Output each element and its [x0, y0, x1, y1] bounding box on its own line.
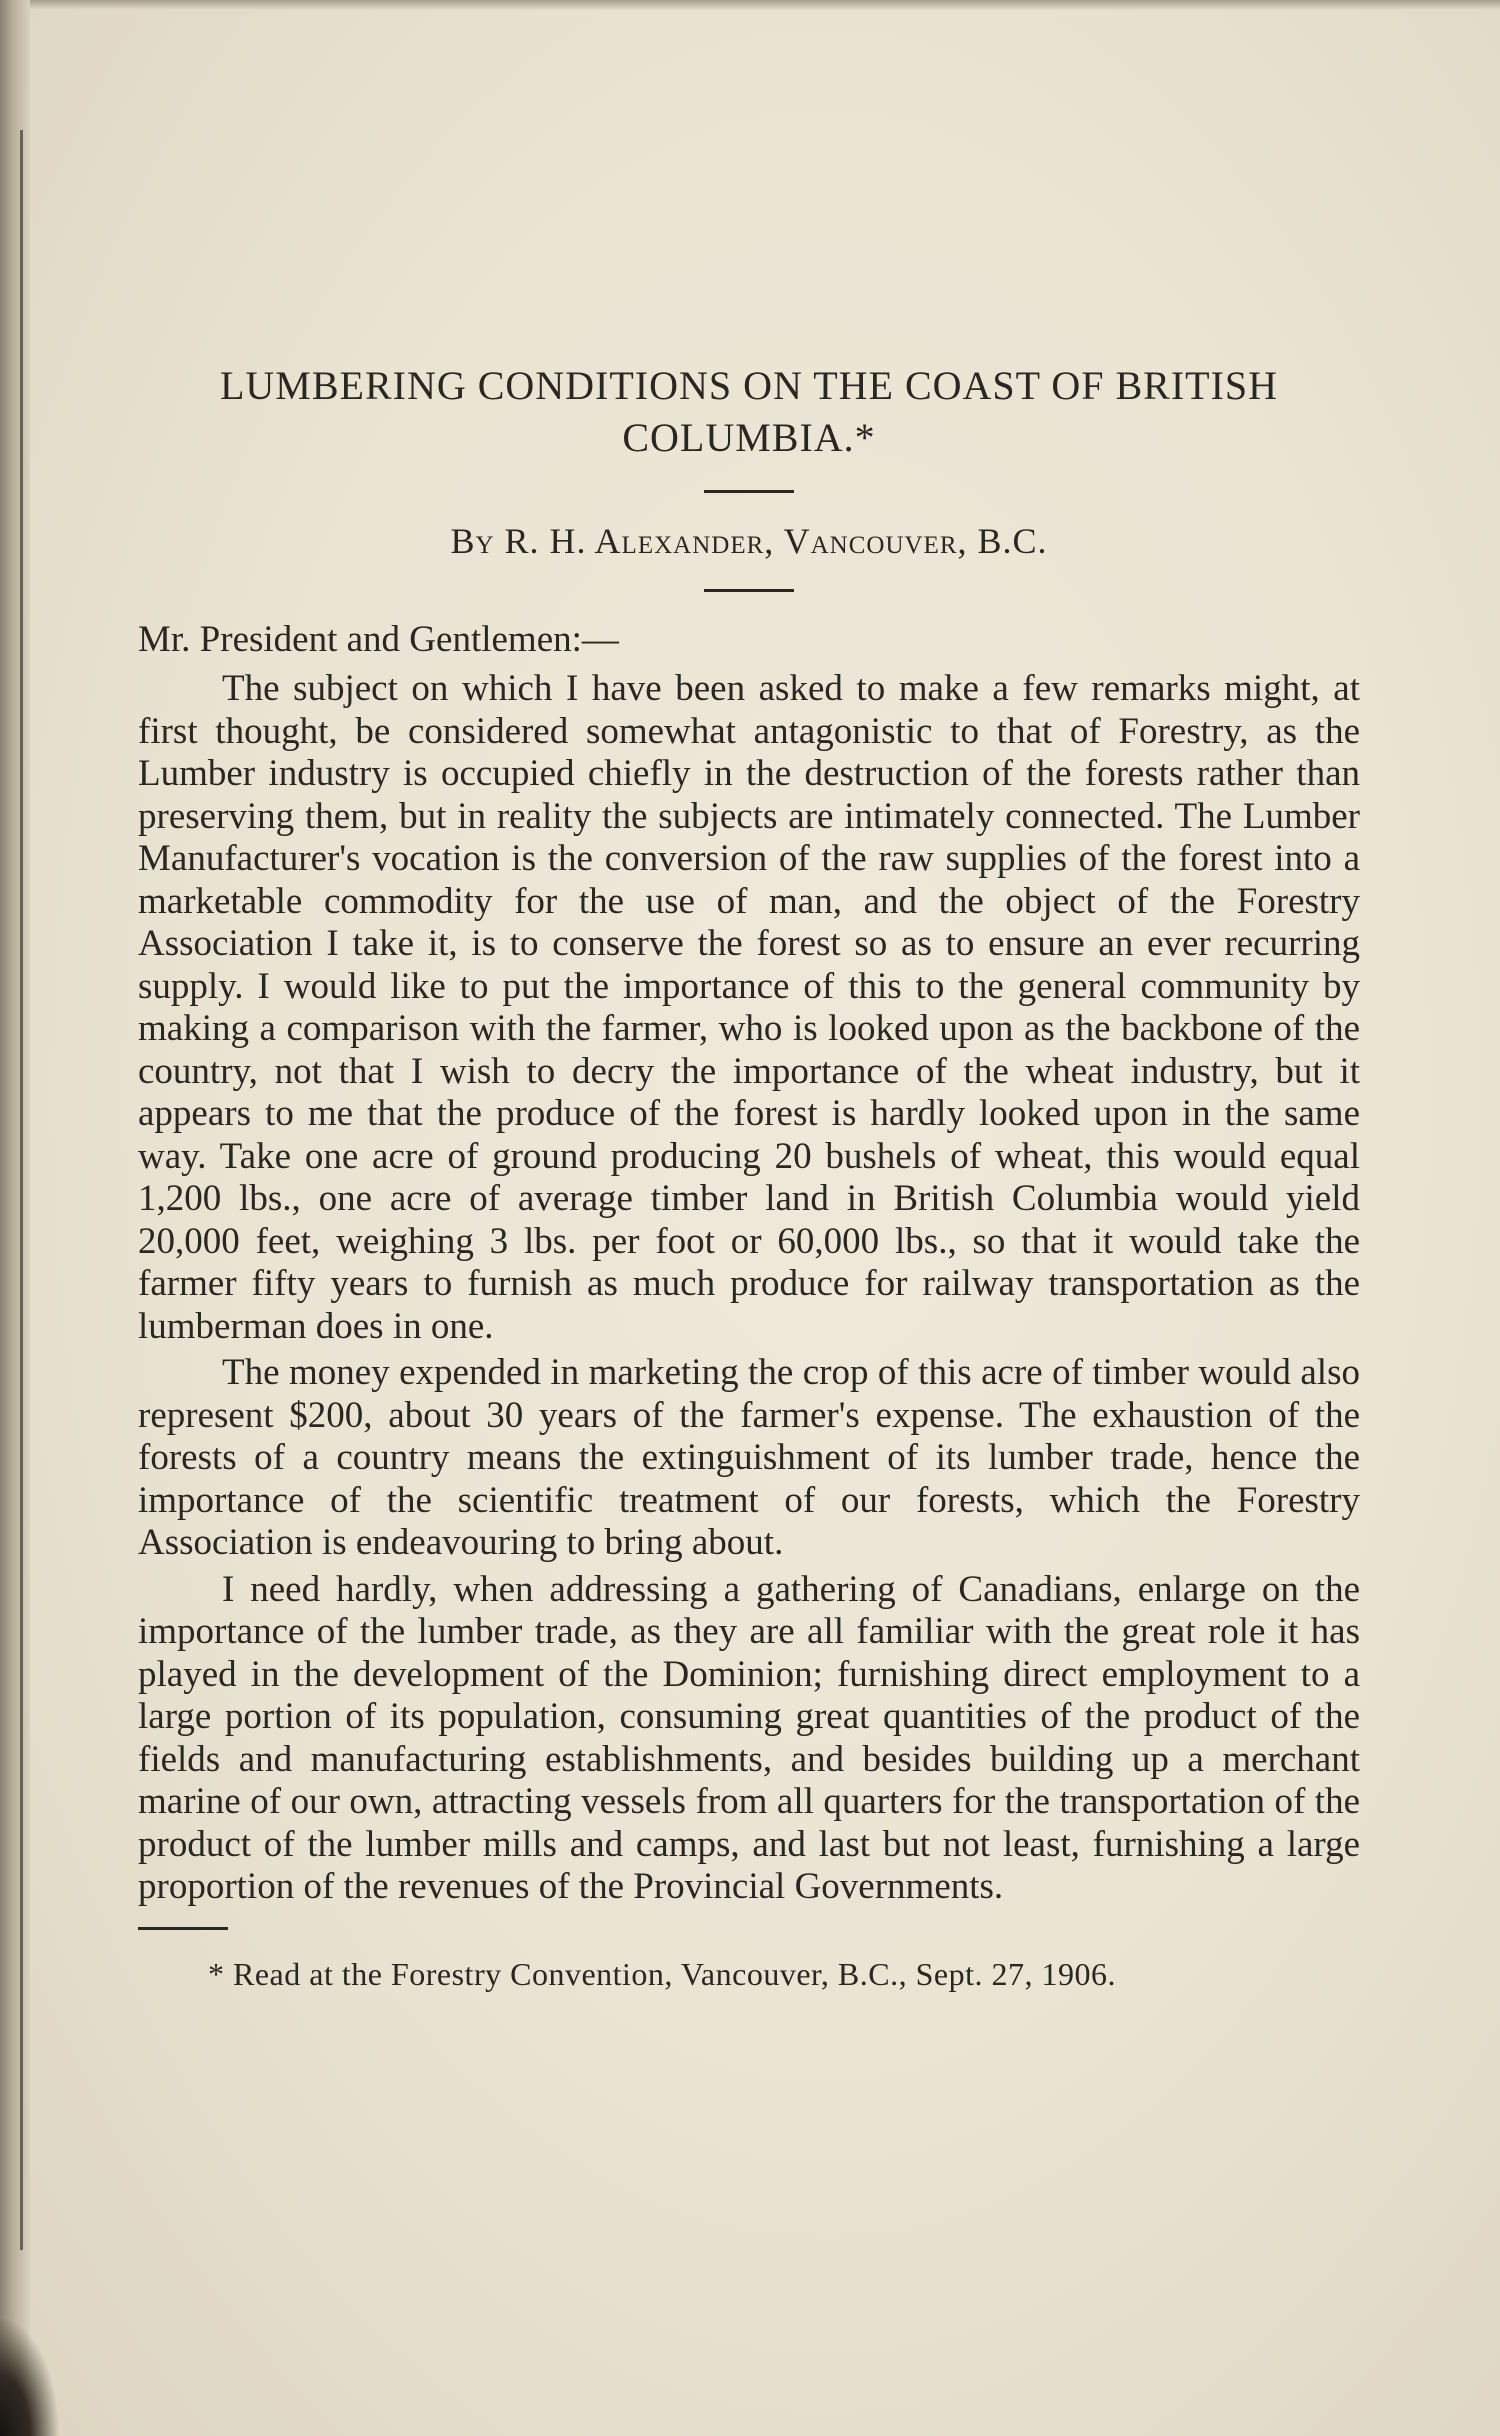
title-divider	[704, 490, 794, 493]
paragraph-2: The money expended in marketing the crop of this acre of timber would also represent $200, about 30 years of the farmer's expense. The exhaustion of the forests of a country means the extinguishment of its lumber trade, hence the importance of the scientific treatment of our forests, which the Forestry Association is endeavouring to bring about.	[138, 1352, 1360, 1563]
binding-shadow-line	[20, 130, 23, 2250]
paragraph-3: I need hardly, when addressing a gathering of Canadians, enlarge on the importance of the lumber trade, as they are all familiar with the great role it has played in the development of the Dominion; furnishing direct employment to a large portion of its population, consuming great quantities of the product of the fields and manufacturing establishments, and besides building up a merchant marine of our own, attracting vessels from all quarters for the transportation of the product of the lumber mills and camps, and last but not least, furnishing a large proportion of the revenues of the Provincial Governments.	[138, 1568, 1360, 1907]
salutation: Mr. President and Gentlemen:—	[138, 619, 619, 660]
paragraph-1: The subject on which I have been asked to make a few remarks might, at first thought, be considered somewhat antagonistic to that of Forestry, as the Lumber industry is occupied chiefly in the destruction of the forests rather than preserving them, but in reality the subjects are intimately connected. The Lumber Manufacturer's vocation is the conversion of the raw supplies of the forest into a marketable commodity for the use of man, and the object of the Forestry Association I take it, is to conserve the forest so as to ensure an ever recurring supply. I would like to put the importance of this to the general community by making a comparison with the farmer, who is looked upon as the backbone of the country, not that I wish to decry the importance of the wheat industry, but it appears to me that the produce of the forest is hardly looked upon in the same way. Take one acre of ground producing 20 bushels of wheat, this would equal 1,200 lbs., one acre of average timber land in British Columbia would yield 20,000 feet, weighing 3 lbs. per foot or 60,000 lbs., so that it would take the farmer fifty years to furnish as much produce for railway transportation as the lumberman does in one.	[138, 668, 1360, 1347]
article	[138, 360, 1360, 1994]
byline-divider	[704, 589, 794, 592]
page-top-edge	[0, 0, 1500, 10]
footnote-divider	[138, 1927, 228, 1930]
book-binding-edge	[0, 0, 30, 2436]
corner-shadow	[0, 2316, 60, 2436]
article-byline: By R. H. Alexander, Vancouver, B.C.	[450, 521, 1048, 561]
footnote: * Read at the Forestry Convention, Vancouver, B.C., Sept. 27, 1906.	[208, 1955, 1116, 1992]
article-title: LUMBERING CONDITIONS ON THE COAST OF BRITISH COLUMBIA.*	[219, 363, 1279, 460]
